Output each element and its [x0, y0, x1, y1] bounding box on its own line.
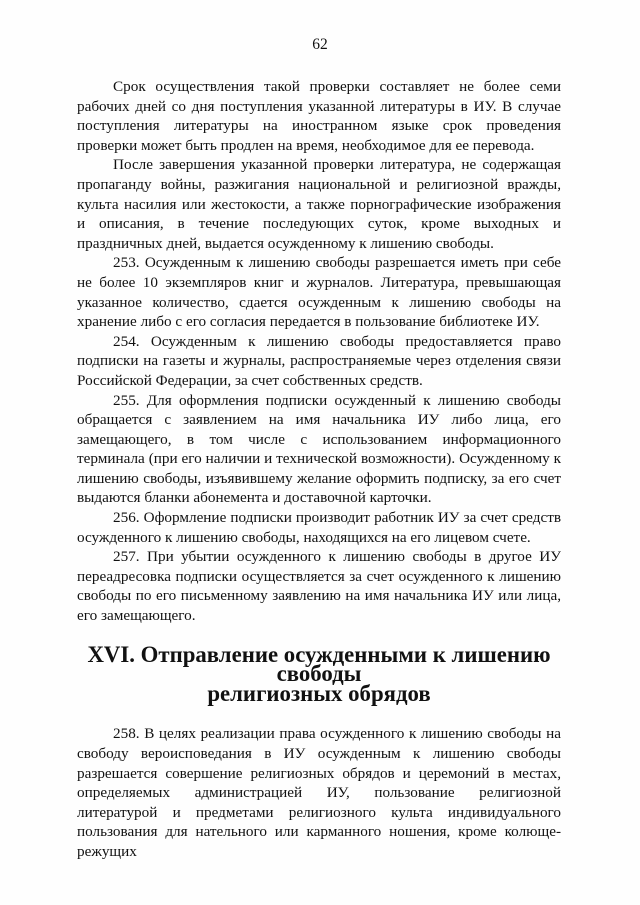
paragraph-258: 258. В целях реализации права осужденного к лишению свободы на свободу вероисповедания в ИУ осужденным к лишению свободы разрешается совершение религиозных обрядов и церемоний в местах, определяемых администрацией ИУ, пользование религиозной литературой и предметами религиозного культа индивидуального пользования для нательного или карманного ношения, кроме колюще-режущих — [77, 725, 561, 860]
section-heading-line: XVI. Отправление осужденными к лишению свободы — [87, 641, 551, 687]
paragraph-257: 257. При убытии осужденного к лишению свободы в другое ИУ переадресовка подписки осуществляется за счет осужденного к лишению свободы по его письменному заявлению на имя начальника ИУ или лица, его замещающего. — [77, 548, 561, 625]
paragraph: Срок осуществления такой проверки составляет не более семи рабочих дней со дня поступления указанной литературы в ИУ. В случае поступления литературы на иностранном языке срок проведения проверки может быть продлен на время, необходимое для ее перевода. — [77, 78, 561, 154]
paragraph-253: 253. Осужденным к лишению свободы разрешается иметь при себе не более 10 экземпляров книг и журналов. Литература, превышающая указанное количество, сдается осужденным к лишению свободы на хранение либо с его согласия передается в пользование библиотеке ИУ. — [77, 254, 561, 331]
page-number: 62 — [312, 36, 328, 53]
section-heading — [77, 641, 561, 706]
paragraph: После завершения указанной проверки литература, не содержащая пропаганду войны, разжигания национальной и религиозной вражды, культа насилия или жестокости, а также порнографические изображения и описания, в течение последующих суток, кроме выходных и праздничных дней, выдается осужденному к лишению свободы. — [77, 156, 561, 252]
paragraph-256: 256. Оформление подписки производит работник ИУ за счет средств осужденного к лишению свободы, находящихся на его лицевом счете. — [77, 509, 561, 546]
paragraph-255: 255. Для оформления подписки осужденный к лишению свободы обращается с заявлением на имя начальника ИУ либо лица, его замещающего, в том числе с использованием информационного терминала (при его наличии и технической возможности). Осужденному к лишению свободы, изъявившему желание оформить подписку, за его счет выдаются бланки абонемента и доставочной карточки. — [77, 391, 561, 507]
document-body — [77, 77, 561, 862]
paragraph-254: 254. Осужденным к лишению свободы предоставляется право подписки на газеты и журналы, распространяемые через отделения связи Российской Федерации, за счет собственных средств. — [77, 332, 561, 389]
section-heading-line: религиозных обрядов — [207, 680, 431, 706]
